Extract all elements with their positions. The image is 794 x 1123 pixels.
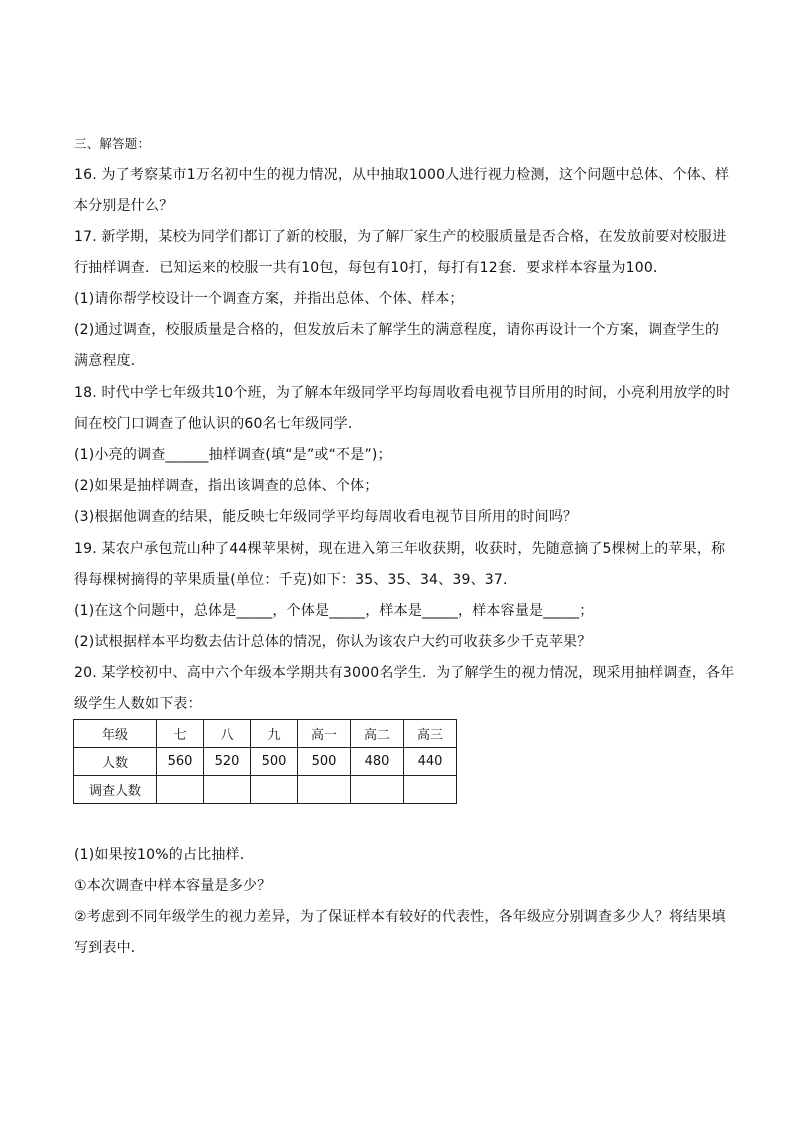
q20-line1: 20. 某学校初中、高中六个年级本学期共有3000名学生．为了解学生的视力情况，现采用抽样调查，各年 [74, 665, 735, 681]
q18-line1: 18. 时代中学七年级共10个班，为了解本年级同学平均每周收看电视节目所用的时间，小亮利用放学的时 [74, 385, 731, 401]
q20-part1: (1)如果按10%的占比抽样． [74, 847, 254, 863]
survey-cell-empty [157, 776, 204, 804]
section-title: 三、解答题： [74, 136, 151, 151]
q20-sub2-line1: ②考虑到不同年级学生的视力差异，为了保证样本有较好的代表性，各年级应分别调查多少人？将结果填 [74, 909, 726, 925]
survey-cell-empty [204, 776, 251, 804]
count-cell: 520 [204, 748, 251, 776]
q17-part2-line1: (2)通过调查，校服质量是合格的，但发放后未了解学生的满意程度，请你再设计一个方案，调查学生的 [74, 322, 720, 338]
q17-line1: 17. 新学期，某校为同学们都订了新的校服，为了解厂家生产的校服质量是否合格，在发放前要对校服进 [74, 229, 727, 245]
count-cell: 480 [351, 748, 404, 776]
table-row-survey [74, 776, 457, 804]
q16-line1: 16. 为了考察某市1万名初中生的视力情况，从中抽取1000人进行视力检测，这个问题中总体、个体、样 [74, 167, 730, 183]
table-header-cell: 九 [251, 720, 298, 748]
q17-part1: (1)请你帮学校设计一个调查方案，并指出总体、个体、样本； [74, 291, 464, 307]
q17-line2: 行抽样调查．已知运来的校服一共有10包，每包有10打，每打有12套．要求样本容量为100． [74, 260, 668, 276]
q19-part1: (1)在这个问题中，总体是_____，个体是_____，样本是_____，样本容量是_____； [74, 603, 594, 619]
q18-part2: (2)如果是抽样调查，指出该调查的总体、个体； [74, 478, 379, 494]
q19-part2: (2)试根据样本平均数去估计总体的情况，你认为该农户大约可收获多少千克苹果？ [74, 634, 592, 650]
table-header-cell: 七 [157, 720, 204, 748]
q19-line2: 得每棵树摘得的苹果质量(单位：千克)如下：35、35、34、39、37． [74, 572, 518, 588]
q18-part1: (1)小亮的调查______抽样调查(填“是”或“不是”)； [74, 447, 392, 463]
count-cell: 500 [298, 748, 351, 776]
row-label-count: 人数 [74, 748, 157, 776]
q16-line2: 本分别是什么？ [74, 198, 174, 214]
q20-line2: 级学生人数如下表： [74, 696, 202, 712]
q18-line2: 间在校门口调查了他认识的60名七年级同学． [74, 416, 363, 432]
table-header-cell: 高二 [351, 720, 404, 748]
table-header-row [74, 720, 457, 748]
q18-part3: (3)根据他调查的结果，能反映七年级同学平均每周收看电视节目所用的时间吗？ [74, 509, 578, 525]
table-header-cell: 高一 [298, 720, 351, 748]
q17-part2-line2: 满意程度． [74, 353, 145, 369]
survey-cell-empty [251, 776, 298, 804]
q20-sub1: ①本次调查中样本容量是多少？ [74, 878, 272, 894]
table-row-counts [74, 748, 457, 776]
grade-table [73, 719, 457, 804]
survey-cell-empty [351, 776, 404, 804]
q20-sub2-line2: 写到表中． [74, 940, 145, 956]
row-label-survey: 调查人数 [74, 776, 157, 804]
q19-line1: 19. 某农户承包荒山种了44棵苹果树，现在进入第三年收获期，收获时，先随意摘了5棵树上的苹果，称 [74, 541, 726, 557]
table-header-cell: 高三 [404, 720, 457, 748]
table-header-cell: 年级 [74, 720, 157, 748]
survey-cell-empty [298, 776, 351, 804]
count-cell: 560 [157, 748, 204, 776]
count-cell: 440 [404, 748, 457, 776]
table-header-cell: 八 [204, 720, 251, 748]
count-cell: 500 [251, 748, 298, 776]
survey-cell-empty [404, 776, 457, 804]
